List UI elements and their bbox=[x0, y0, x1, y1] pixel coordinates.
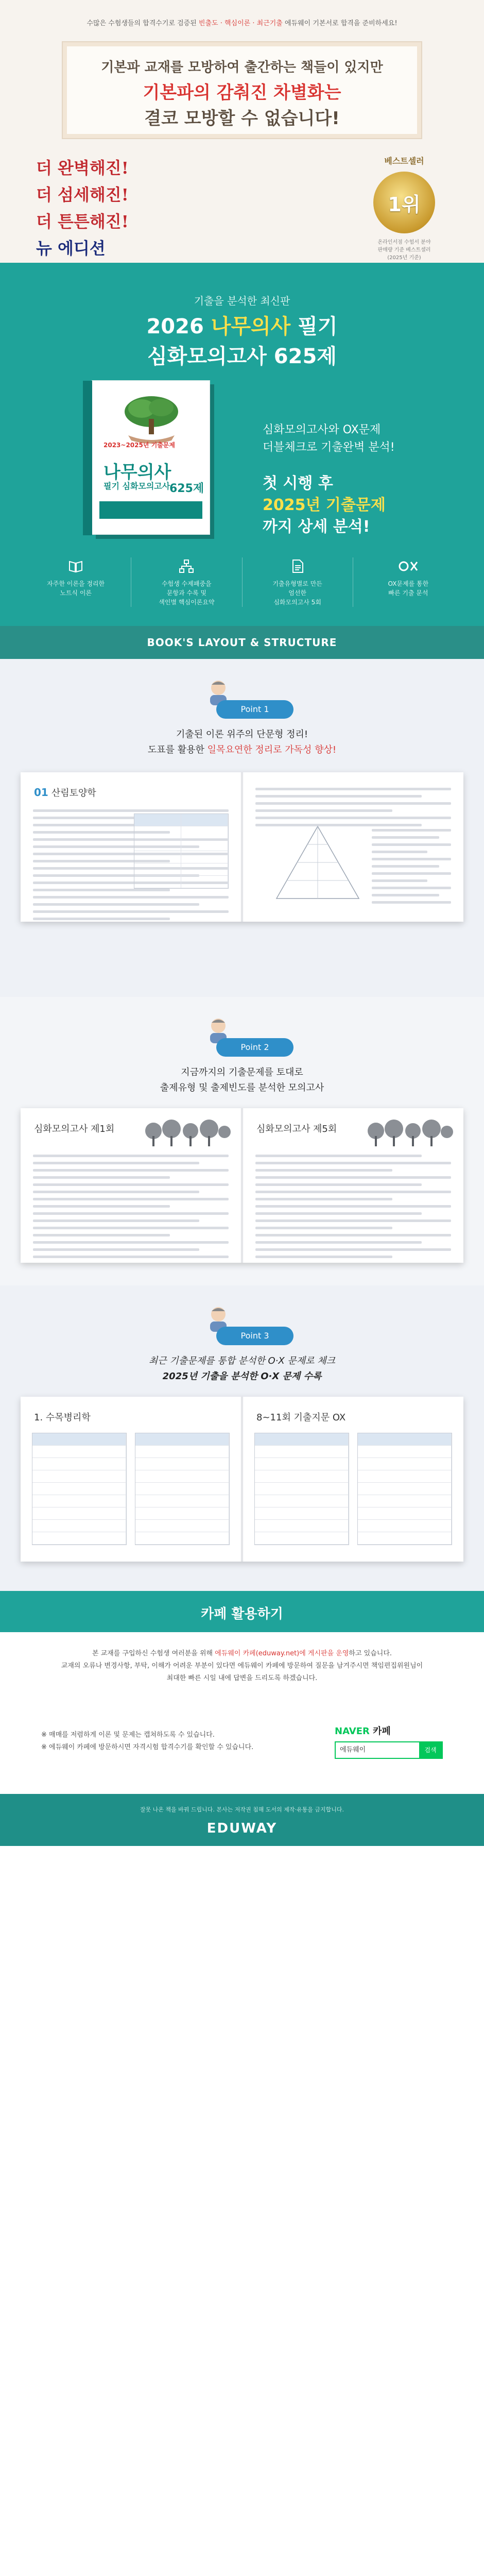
book-year: 2023~2025년 기출문제 bbox=[103, 442, 175, 449]
point-line1: 최근 기출문제를 통합 분석한 O·X 문제로 체크 bbox=[148, 1355, 336, 1366]
book-spread bbox=[21, 772, 463, 922]
cafe-p1-pre: 본 교재를 구입하신 수험생 여러분을 위해 bbox=[92, 1650, 215, 1657]
text-lines bbox=[255, 1155, 451, 1263]
point-text bbox=[0, 727, 484, 758]
feature-item bbox=[21, 557, 131, 607]
warning-line-1: 기본파 교재를 모방하여 출간하는 책들이 있지만 bbox=[101, 60, 383, 75]
chapter-number: 01 bbox=[34, 786, 48, 799]
naver-cafe-text: 카페 bbox=[373, 1726, 391, 1737]
cafe-paragraph bbox=[0, 1648, 484, 1685]
point-text bbox=[0, 1065, 484, 1096]
ox-table bbox=[254, 1433, 349, 1545]
search-input[interactable]: 에듀웨이 bbox=[340, 1746, 366, 1754]
point-text bbox=[0, 1353, 484, 1384]
cafe-bullet: ※ 에듀웨이 카페에 방문하시면 자격시험 합격수기를 확인할 수 있습니다. bbox=[41, 1743, 254, 1751]
ox-icon bbox=[353, 557, 463, 575]
feature-row bbox=[21, 557, 463, 607]
spread-right-page bbox=[243, 1397, 463, 1562]
naver-logo-text: NAVER bbox=[335, 1726, 370, 1737]
ox-table bbox=[135, 1433, 230, 1545]
feature-item bbox=[353, 557, 463, 607]
book-subtitle: 필기 심화모의고사 bbox=[103, 481, 170, 491]
medal-icon bbox=[373, 172, 435, 233]
hero-copy2-line1: 첫 시행 후 bbox=[263, 474, 333, 493]
feature-text: 기출유형별로 만든 엄선한 심화모의고사 5회 bbox=[272, 580, 322, 606]
spread-left-page bbox=[21, 1397, 241, 1562]
hero-copy2-line2: 2025년 기출문제 bbox=[263, 496, 386, 514]
feature-item bbox=[131, 557, 241, 607]
hero-title-line2: 심화모의고사 625제 bbox=[147, 345, 337, 368]
warning-box bbox=[62, 41, 422, 139]
bestseller-badge bbox=[355, 155, 453, 262]
hero-copy-1 bbox=[263, 421, 395, 456]
book-spine bbox=[83, 381, 92, 535]
sitemap-icon bbox=[131, 557, 241, 575]
summary-table bbox=[134, 814, 229, 889]
point-line1: 기출된 이론 위주의 단문형 정리! bbox=[176, 729, 308, 740]
cafe-bullets bbox=[41, 1729, 253, 1754]
cafe-section bbox=[0, 1632, 484, 1794]
naver-cafe-search bbox=[335, 1724, 443, 1759]
hero-title-highlight: 나무의사 bbox=[211, 315, 291, 338]
warning-line-3: 결코 모방할 수 없습니다! bbox=[144, 108, 340, 129]
chapter-title: 산림토양학 bbox=[51, 788, 96, 799]
badge-title: 베스트셀러 bbox=[384, 156, 424, 166]
promo-header bbox=[0, 0, 484, 263]
hero-title-rest: 필기 bbox=[298, 315, 338, 338]
document-icon bbox=[243, 557, 353, 575]
note-suffix: 에듀웨이 기본서로 합격을 준비하세요! bbox=[285, 20, 397, 27]
page-heading bbox=[256, 1122, 337, 1135]
note-highlight: 빈출도 · 핵심이론 · 최근기출 bbox=[198, 20, 283, 27]
point-section bbox=[0, 1285, 484, 1591]
claim-item: 더 완벽해진! bbox=[36, 158, 129, 178]
structure-heading-bar bbox=[0, 626, 484, 659]
spread-left-page bbox=[21, 772, 241, 922]
ox-table bbox=[32, 1433, 127, 1545]
search-box[interactable] bbox=[335, 1741, 443, 1759]
hero-section bbox=[0, 263, 484, 626]
page-heading bbox=[34, 786, 96, 799]
hero-copy2-line3: 까지 상세 분석! bbox=[263, 518, 370, 536]
hero-copy1-line1: 심화모의고사와 OX문제 bbox=[263, 423, 381, 436]
point-line1: 지금까지의 기출문제를 토대로 bbox=[181, 1067, 303, 1078]
exam-title: 심화모의고사 제5회 bbox=[256, 1124, 337, 1134]
claim-item: 더 섬세해진! bbox=[36, 185, 129, 205]
page-heading bbox=[34, 1122, 114, 1135]
footer bbox=[0, 1794, 484, 1846]
brand-logo: EDUWAY bbox=[206, 1821, 278, 1836]
spread-left-page bbox=[21, 1108, 241, 1263]
point-line2-pre: 도표를 활용한 bbox=[147, 744, 208, 755]
point-line2-highlight: 출제유형 및 출제빈도를 분석한 모의고사 bbox=[160, 1082, 324, 1093]
text-lines bbox=[372, 829, 451, 908]
cafe-p2: 교재의 오류나 변경사항, 부탁, 이해가 어려운 부분이 있다면 에듀웨이 카페에 방문하여 질문을 남겨주시면 책임편집위원님이 bbox=[61, 1662, 423, 1670]
note-prefix: 수많은 수험생들의 합격수기로 검증된 bbox=[87, 20, 197, 27]
ox-table bbox=[357, 1433, 452, 1545]
page-heading bbox=[34, 1410, 91, 1423]
badge-sub: 온라인서점 수험서 분야 판매량 기준 베스트셀러 (2025년 기준) bbox=[377, 240, 431, 261]
feature-item bbox=[242, 557, 353, 607]
footer-note: 잘못 나온 책을 바꿔 드립니다. 본사는 저작권 침해 도서의 제작·유통을 금지합니다. bbox=[140, 1806, 344, 1813]
text-lines bbox=[33, 1155, 229, 1263]
claim-item: 더 튼튼해진! bbox=[36, 212, 129, 231]
search-button[interactable]: 검색 bbox=[419, 1742, 442, 1758]
trees-icon bbox=[366, 1120, 453, 1146]
warning-line-2: 기본파의 감춰진 차별화는 bbox=[143, 82, 341, 103]
book-cover bbox=[92, 380, 210, 535]
tree-in-hands-icon bbox=[118, 393, 185, 445]
point-line2-highlight: 일목요연한 정리로 가독성 향상! bbox=[207, 744, 337, 755]
page-heading bbox=[256, 1410, 345, 1423]
point-line2-highlight: 2025년 기출을 분석한 O·X 문제 수록 bbox=[162, 1371, 322, 1382]
cafe-p1-post: 하고 있습니다. bbox=[349, 1650, 392, 1657]
book-count: 625제 bbox=[169, 482, 204, 495]
hero-kicker: 기출을 분석한 최신판 bbox=[194, 295, 290, 307]
point-label: Point 2 bbox=[216, 1038, 293, 1057]
book-title: 나무의사 bbox=[103, 462, 171, 483]
hero-title-year: 2026 bbox=[146, 315, 204, 338]
cafe-heading: 카페 활용하기 bbox=[201, 1606, 283, 1622]
hero-title bbox=[0, 310, 484, 340]
book-band bbox=[99, 501, 202, 519]
cafe-p3: 최대한 빠른 시일 내에 답변을 드리도록 하겠습니다. bbox=[166, 1674, 318, 1682]
book-spread bbox=[21, 1397, 463, 1562]
hero-copy-2 bbox=[263, 473, 386, 538]
cafe-bullet: ※ 매매를 저렴하게 이론 및 문제는 캡쳐하도록 수 있습니다. bbox=[41, 1731, 215, 1739]
ox-section-title: 8~11회 기출지문 OX bbox=[256, 1412, 346, 1423]
point-label: Point 1 bbox=[216, 700, 293, 719]
claims-list bbox=[36, 155, 129, 262]
point-label: Point 3 bbox=[216, 1327, 293, 1345]
hero-copy1-line2: 더블체크로 기출완벽 분석! bbox=[263, 441, 395, 454]
cafe-heading-bar bbox=[0, 1591, 484, 1632]
book-icon bbox=[21, 557, 131, 575]
structure-heading: BOOK'S LAYOUT & STRUCTURE bbox=[147, 636, 337, 649]
soil-texture-triangle-icon bbox=[274, 824, 361, 901]
feature-text: 수험생 수제패중을 문항과 수록 및 색인별 핵심이론요약 bbox=[159, 580, 215, 606]
ox-section-title: 1. 수목병리학 bbox=[34, 1412, 91, 1423]
feature-text: 자주한 이론을 정리한 노트식 이론 bbox=[47, 580, 105, 597]
badge-rank: 1위 bbox=[388, 193, 421, 216]
point-section bbox=[0, 997, 484, 1285]
feature-text: OX문제를 통한 빠른 기출 문석 bbox=[388, 580, 429, 597]
naver-logo bbox=[335, 1724, 443, 1737]
spread-right-page bbox=[243, 772, 463, 922]
claim-item: 뉴 에디션 bbox=[36, 239, 106, 258]
point-section bbox=[0, 659, 484, 997]
header-note bbox=[0, 18, 484, 27]
spread-right-page bbox=[243, 1108, 463, 1263]
cafe-p1-highlight: 에듀웨이 카페(eduway.net)에 게시판을 운영 bbox=[215, 1650, 349, 1657]
trees-icon bbox=[143, 1120, 231, 1146]
book-spread bbox=[21, 1108, 463, 1263]
exam-title: 심화모의고사 제1회 bbox=[34, 1124, 115, 1134]
